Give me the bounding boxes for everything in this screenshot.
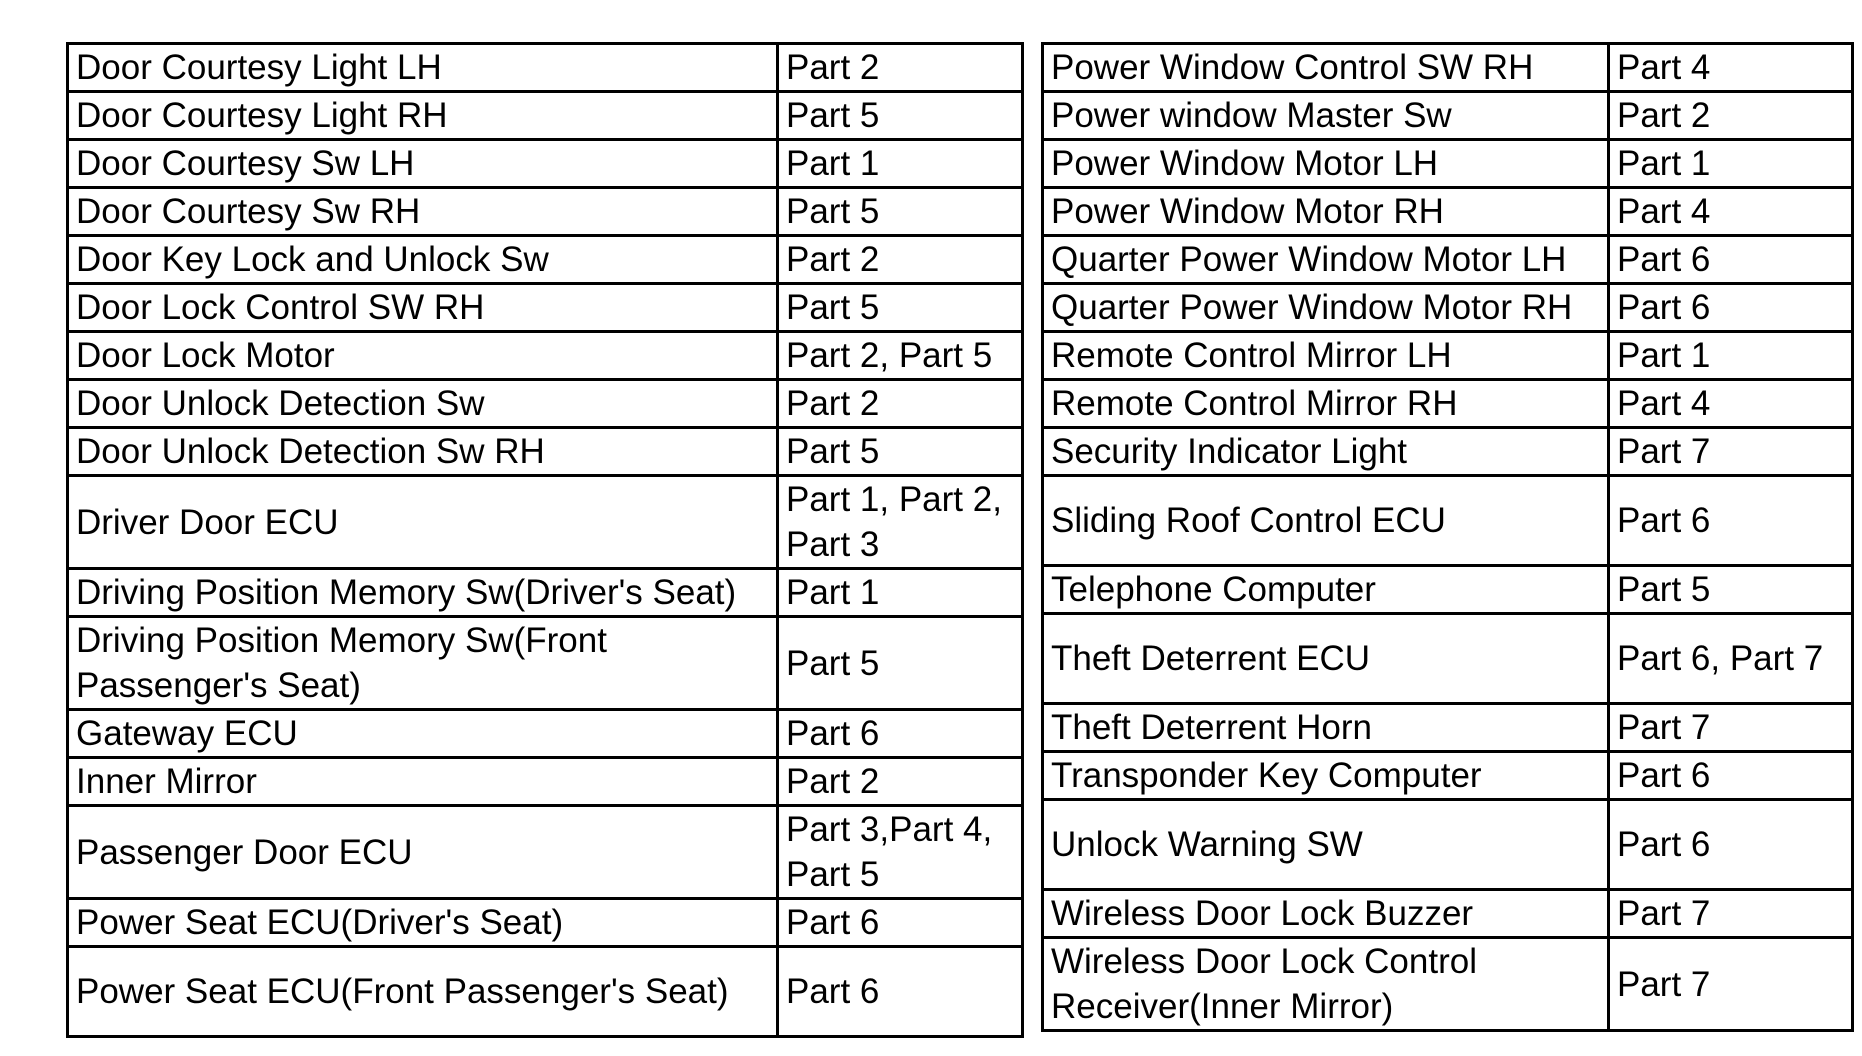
part-reference-cell: Part 6 bbox=[778, 947, 1023, 1037]
part-reference-cell: Part 4 bbox=[1609, 44, 1853, 92]
component-name-cell: Door Courtesy Sw RH bbox=[68, 188, 778, 236]
part-reference-cell: Part 5 bbox=[778, 284, 1023, 332]
part-reference-cell: Part 1 bbox=[778, 569, 1023, 617]
table-row bbox=[68, 236, 1023, 284]
right-parts-table bbox=[1041, 42, 1854, 1032]
component-name-cell: Security Indicator Light bbox=[1043, 428, 1609, 476]
table-row bbox=[68, 569, 1023, 617]
component-name-cell: Power Seat ECU(Driver's Seat) bbox=[68, 899, 778, 947]
part-reference-cell: Part 6 bbox=[1609, 800, 1853, 890]
table-row bbox=[1043, 566, 1853, 614]
component-name-cell: Transponder Key Computer bbox=[1043, 752, 1609, 800]
table-row bbox=[68, 44, 1023, 92]
component-name-cell: Power Window Motor LH bbox=[1043, 140, 1609, 188]
table-row bbox=[68, 710, 1023, 758]
component-name-cell: Inner Mirror bbox=[68, 758, 778, 806]
part-reference-cell: Part 6, Part 7 bbox=[1609, 614, 1853, 704]
table-row bbox=[1043, 140, 1853, 188]
part-reference-cell: Part 4 bbox=[1609, 380, 1853, 428]
part-reference-cell: Part 1, Part 2, Part 3 bbox=[778, 476, 1023, 569]
part-reference-cell: Part 1 bbox=[1609, 140, 1853, 188]
part-reference-cell: Part 5 bbox=[778, 617, 1023, 710]
part-reference-cell: Part 6 bbox=[1609, 284, 1853, 332]
part-reference-cell: Part 6 bbox=[778, 710, 1023, 758]
part-reference-cell: Part 7 bbox=[1609, 890, 1853, 938]
table-row bbox=[1043, 752, 1853, 800]
part-reference-cell: Part 5 bbox=[778, 428, 1023, 476]
component-name-cell: Door Courtesy Light LH bbox=[68, 44, 778, 92]
component-name-cell: Theft Deterrent ECU bbox=[1043, 614, 1609, 704]
table-row bbox=[1043, 800, 1853, 890]
table-row bbox=[1043, 188, 1853, 236]
part-reference-cell: Part 2 bbox=[778, 236, 1023, 284]
table-row bbox=[68, 380, 1023, 428]
component-name-cell: Passenger Door ECU bbox=[68, 806, 778, 899]
component-name-cell: Door Courtesy Sw LH bbox=[68, 140, 778, 188]
component-name-cell: Telephone Computer bbox=[1043, 566, 1609, 614]
part-reference-cell: Part 5 bbox=[778, 92, 1023, 140]
component-name-cell: Driving Position Memory Sw(Driver's Seat) bbox=[68, 569, 778, 617]
table-row bbox=[1043, 428, 1853, 476]
table-row bbox=[68, 617, 1023, 710]
table-row bbox=[1043, 284, 1853, 332]
part-reference-cell: Part 2 bbox=[778, 380, 1023, 428]
left-parts-table bbox=[66, 42, 1024, 1038]
table-row bbox=[68, 428, 1023, 476]
part-reference-cell: Part 2, Part 5 bbox=[778, 332, 1023, 380]
part-reference-cell: Part 7 bbox=[1609, 428, 1853, 476]
component-name-cell: Sliding Roof Control ECU bbox=[1043, 476, 1609, 566]
component-name-cell: Door Lock Motor bbox=[68, 332, 778, 380]
part-reference-cell: Part 2 bbox=[778, 758, 1023, 806]
part-reference-cell: Part 1 bbox=[778, 140, 1023, 188]
part-reference-cell: Part 5 bbox=[778, 188, 1023, 236]
table-row bbox=[68, 899, 1023, 947]
table-row bbox=[68, 332, 1023, 380]
component-name-cell: Door Unlock Detection Sw bbox=[68, 380, 778, 428]
component-name-cell: Driving Position Memory Sw(Front Passenger's Seat) bbox=[68, 617, 778, 710]
table-row bbox=[1043, 476, 1853, 566]
component-name-cell: Gateway ECU bbox=[68, 710, 778, 758]
part-reference-cell: Part 6 bbox=[778, 899, 1023, 947]
table-row bbox=[1043, 44, 1853, 92]
table-row bbox=[1043, 704, 1853, 752]
table-row bbox=[68, 947, 1023, 1037]
component-name-cell: Door Courtesy Light RH bbox=[68, 92, 778, 140]
component-name-cell: Door Key Lock and Unlock Sw bbox=[68, 236, 778, 284]
table-row bbox=[1043, 92, 1853, 140]
table-row bbox=[68, 188, 1023, 236]
component-name-cell: Theft Deterrent Horn bbox=[1043, 704, 1609, 752]
table-row bbox=[1043, 332, 1853, 380]
component-name-cell: Wireless Door Lock Buzzer bbox=[1043, 890, 1609, 938]
table-row bbox=[68, 758, 1023, 806]
part-reference-cell: Part 2 bbox=[778, 44, 1023, 92]
component-name-cell: Remote Control Mirror RH bbox=[1043, 380, 1609, 428]
component-name-cell: Power window Master Sw bbox=[1043, 92, 1609, 140]
component-name-cell: Door Unlock Detection Sw RH bbox=[68, 428, 778, 476]
component-name-cell: Quarter Power Window Motor RH bbox=[1043, 284, 1609, 332]
part-reference-cell: Part 6 bbox=[1609, 236, 1853, 284]
component-name-cell: Power Window Control SW RH bbox=[1043, 44, 1609, 92]
part-reference-cell: Part 3,Part 4, Part 5 bbox=[778, 806, 1023, 899]
part-reference-cell: Part 4 bbox=[1609, 188, 1853, 236]
part-reference-cell: Part 6 bbox=[1609, 752, 1853, 800]
table-row bbox=[68, 140, 1023, 188]
component-name-cell: Remote Control Mirror LH bbox=[1043, 332, 1609, 380]
table-row bbox=[1043, 938, 1853, 1031]
part-reference-cell: Part 1 bbox=[1609, 332, 1853, 380]
table-row bbox=[68, 806, 1023, 899]
table-row bbox=[68, 476, 1023, 569]
table-row bbox=[1043, 890, 1853, 938]
component-name-cell: Driver Door ECU bbox=[68, 476, 778, 569]
table-row bbox=[1043, 380, 1853, 428]
part-reference-cell: Part 2 bbox=[1609, 92, 1853, 140]
component-name-cell: Power Seat ECU(Front Passenger's Seat) bbox=[68, 947, 778, 1037]
component-name-cell: Wireless Door Lock Control Receiver(Inner Mirror) bbox=[1043, 938, 1609, 1031]
table-row bbox=[1043, 614, 1853, 704]
component-name-cell: Door Lock Control SW RH bbox=[68, 284, 778, 332]
part-reference-cell: Part 7 bbox=[1609, 704, 1853, 752]
part-reference-cell: Part 5 bbox=[1609, 566, 1853, 614]
component-name-cell: Power Window Motor RH bbox=[1043, 188, 1609, 236]
table-row bbox=[68, 92, 1023, 140]
part-reference-cell: Part 6 bbox=[1609, 476, 1853, 566]
part-reference-cell: Part 7 bbox=[1609, 938, 1853, 1031]
component-name-cell: Quarter Power Window Motor LH bbox=[1043, 236, 1609, 284]
table-row bbox=[68, 284, 1023, 332]
table-row bbox=[1043, 236, 1853, 284]
component-name-cell: Unlock Warning SW bbox=[1043, 800, 1609, 890]
